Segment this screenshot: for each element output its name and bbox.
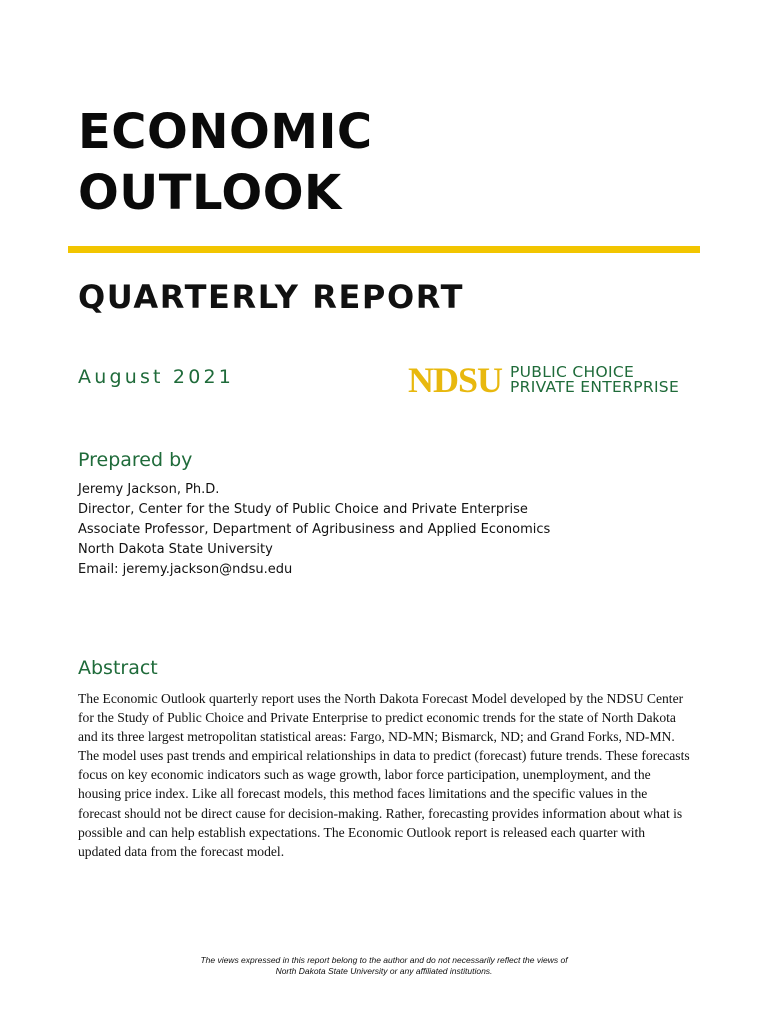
author-university: North Dakota State University bbox=[78, 542, 273, 557]
logo-text-line-2: PRIVATE ENTERPRISE bbox=[510, 378, 680, 396]
report-title-line-2: OUTLOOK bbox=[78, 165, 342, 221]
abstract-heading: Abstract bbox=[78, 657, 158, 679]
abstract-text: The Economic Outlook quarterly report uses the North Dakota Forecast Model developed by the NDSU Center for the Study of Public Choice and Private Enterprise to predict economic trends for the state of North Dakota and its three largest metropolitan statistical areas: Fargo, ND-MN; Bismarck, ND; and Grand Forks, ND-MN. The model uses past trends and empirical relationships in data to predict (forecast) future trends. These forecasts focus on key economic indicators such as wage growth, labor force participation, unemployment, and the housing price index. Like all forecast models, this method faces limitations and the specific values in the forecast should not be direct cause for decision-making. Rather, forecasting provides information about what is possible and can help establish expectations. The Economic Outlook report is released each quarter with updated data from the forecast model. bbox=[78, 691, 690, 859]
author-title-director: Director, Center for the Study of Public Choice and Private Enterprise bbox=[78, 502, 528, 517]
author-info bbox=[78, 480, 550, 580]
disclaimer-footer bbox=[0, 955, 768, 976]
report-date: August 2021 bbox=[78, 366, 235, 388]
ndsu-logo bbox=[408, 360, 679, 400]
author-title-professor: Associate Professor, Department of Agribusiness and Applied Economics bbox=[78, 522, 551, 537]
report-title bbox=[78, 102, 373, 224]
author-name: Jeremy Jackson, Ph.D. bbox=[78, 482, 220, 497]
ndsu-logo-text bbox=[510, 365, 679, 395]
disclaimer-line-1: The views expressed in this report belong to the author and do not necessarily reflect the views of bbox=[200, 955, 568, 965]
disclaimer-line-2: North Dakota State University or any affiliated institutions. bbox=[275, 965, 493, 976]
author-email: Email: jeremy.jackson@ndsu.edu bbox=[78, 562, 293, 577]
report-subtitle: QUARTERLY REPORT bbox=[78, 278, 465, 316]
yellow-divider bbox=[68, 246, 700, 253]
logo-text-line-1: PUBLIC CHOICE bbox=[510, 363, 635, 381]
prepared-by-heading: Prepared by bbox=[78, 449, 193, 471]
ndsu-logo-mark: NDSU bbox=[408, 360, 503, 400]
report-title-line-1: ECONOMIC bbox=[78, 104, 373, 160]
